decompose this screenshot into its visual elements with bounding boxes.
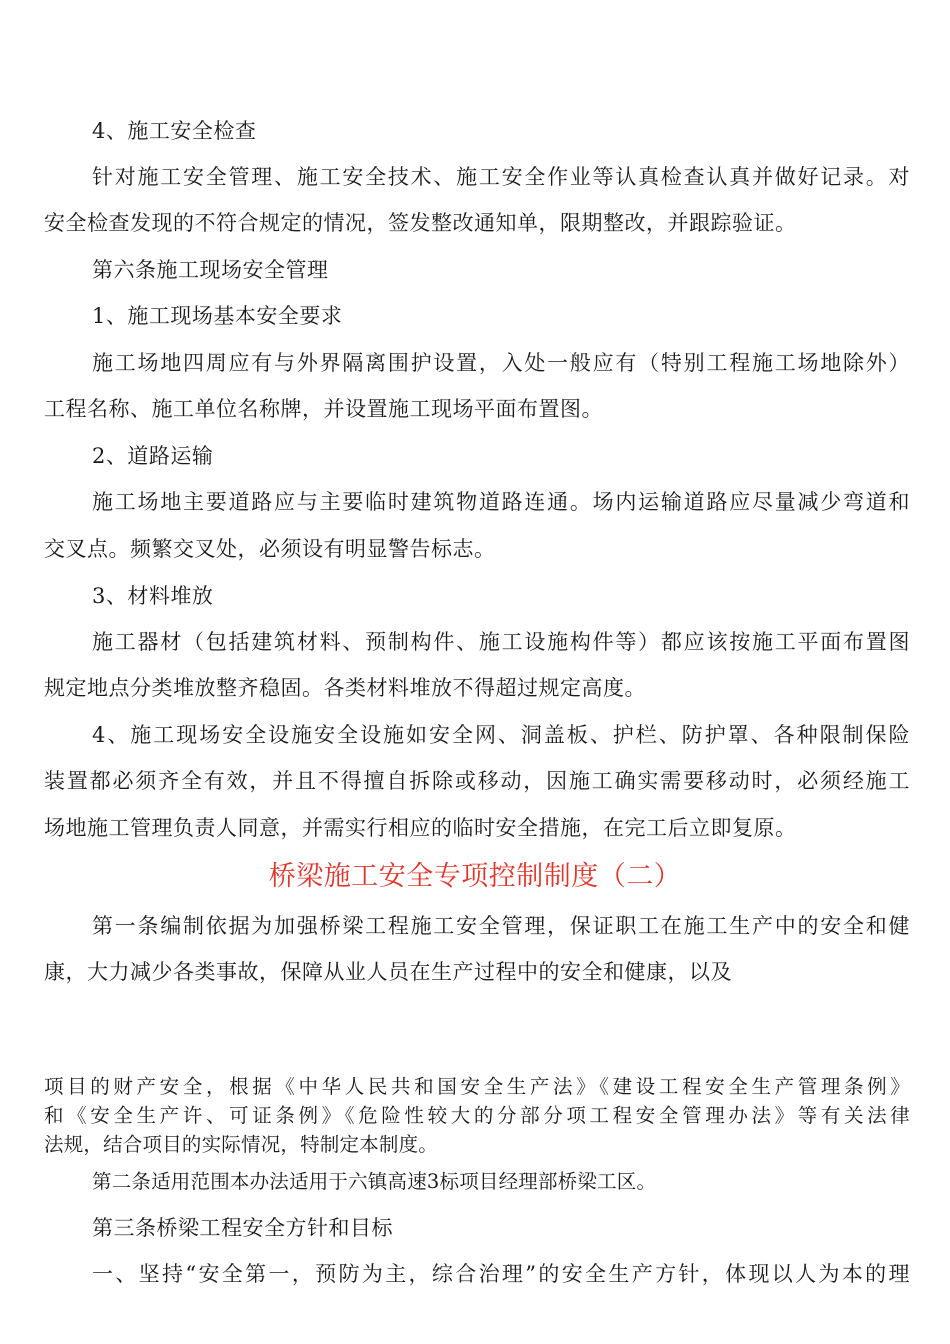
article-3-heading: 第三条桥梁工程安全方针和目标: [92, 1216, 393, 1240]
paragraph-line: 4、施工现场安全设施安全设施如安全网、洞盖板、护栏、防护罩、各种限制保险: [92, 723, 910, 747]
document-title: 桥梁施工安全专项控制制度（二）: [268, 861, 682, 892]
paragraph-line: 针对施工安全管理、施工安全技术、施工安全作业等认真检查认真并做好记录。对: [92, 165, 910, 189]
article-6-heading: 第六条施工现场安全管理: [92, 258, 329, 282]
paragraph-line: 一、坚持“安全第一，预防为主，综合治理”的安全生产方针，体现以人为本的理: [92, 1262, 910, 1286]
paragraph-line: 安全检查发现的不符合规定的情况，签发整改通知单，限期整改，并跟踪验证。: [44, 211, 797, 235]
paragraph-line: 工程名称、施工单位名称牌，并设置施工现场平面布置图。: [44, 397, 603, 421]
paragraph-line: 施工器材（包括建筑材料、预制构件、施工设施构件等）都应该按施工平面布置图: [92, 630, 910, 654]
paragraph-line: 施工场地四周应有与外界隔离围护设置，入处一般应有（特别工程施工场地除外）: [92, 351, 910, 375]
paragraph-line: 项目的财产安全，根据《中华人民共和国安全生产法》《建设工程安全生产管理条例》: [44, 1075, 910, 1098]
paragraph-line: 康，大力减少各类事故，保障从业人员在生产过程中的安全和健康，以及: [44, 960, 732, 984]
paragraph-line: 场地施工管理负责人同意，并需实行相应的临时安全措施，在完工后立即复原。: [44, 816, 797, 840]
paragraph-line: 第一条编制依据为加强桥梁工程施工安全管理，保证职工在施工生产中的安全和健: [92, 914, 910, 938]
paragraph-line: 规定地点分类堆放整齐稳固。各类材料堆放不得超过规定高度。: [44, 676, 646, 700]
subsection-heading: 2、道路运输: [92, 444, 214, 468]
paragraph-line: 施工场地主要道路应与主要临时建筑物道路连通。场内运输道路应尽量减少弯道和: [92, 490, 910, 514]
paragraph-line: 和《安全生产许、可证条例》《危险性较大的分部分项工程安全管理办法》等有关法律: [44, 1104, 910, 1127]
subsection-heading: 1、施工现场基本安全要求: [92, 304, 343, 328]
paragraph-line: 装置都必须齐全有效，并且不得擅自拆除或移动，因施工确实需要移动时，必须经施工: [44, 769, 910, 793]
paragraph-line: 交叉点。频繁交叉处，必须设有明显警告标志。: [44, 537, 496, 561]
subsection-heading: 3、材料堆放: [92, 584, 214, 608]
section-heading-safety-inspection: 4、施工安全检查: [92, 119, 257, 143]
article-2-line: 第二条适用范围本办法适用于六镇高速3标项目经理部桥梁工区。: [92, 1170, 657, 1193]
paragraph-line: 法规，结合项目的实际情况，特制定本制度。: [44, 1133, 439, 1156]
